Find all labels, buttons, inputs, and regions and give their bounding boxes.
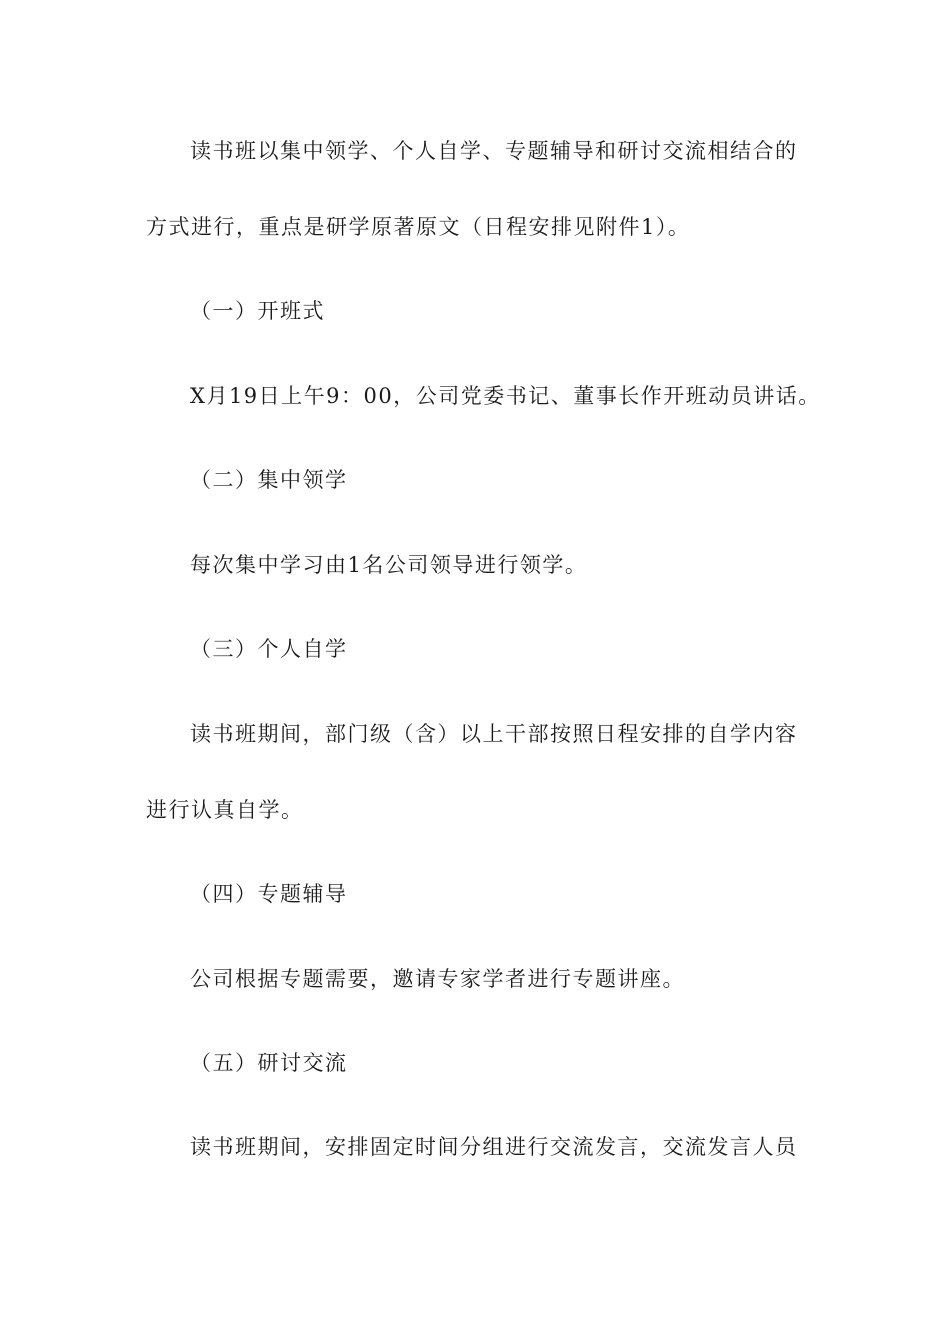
paragraph-opening-ceremony: X月19日上午9：00，公司党委书记、董事长作开班动员讲话。 (190, 384, 821, 408)
paragraph-1-line-2: 方式进行，重点是研学原著原文（日程安排见附件1）。 (146, 215, 691, 239)
heading-self-study: （三）个人自学 (190, 637, 348, 661)
heading-special-lectures: （四）专题辅导 (190, 882, 348, 906)
paragraph-self-study-line-2: 进行认真自学。 (146, 798, 304, 822)
heading-discussion: （五）研讨交流 (190, 1051, 348, 1075)
paragraph-group-study: 每次集中学习由1名公司领导进行领学。 (190, 553, 588, 577)
heading-group-study: （二）集中领学 (190, 468, 348, 492)
paragraph-1-line-1: 读书班以集中领学、个人自学、专题辅导和研讨交流相结合的 (190, 139, 798, 163)
heading-opening-ceremony: （一）开班式 (190, 299, 325, 323)
paragraph-special-lectures: 公司根据专题需要，邀请专家学者进行专题讲座。 (190, 967, 685, 991)
paragraph-discussion-line-1: 读书班期间，安排固定时间分组进行交流发言，交流发言人员 (190, 1135, 798, 1159)
paragraph-self-study-line-1: 读书班期间，部门级（含）以上干部按照日程安排的自学内容 (190, 722, 798, 746)
